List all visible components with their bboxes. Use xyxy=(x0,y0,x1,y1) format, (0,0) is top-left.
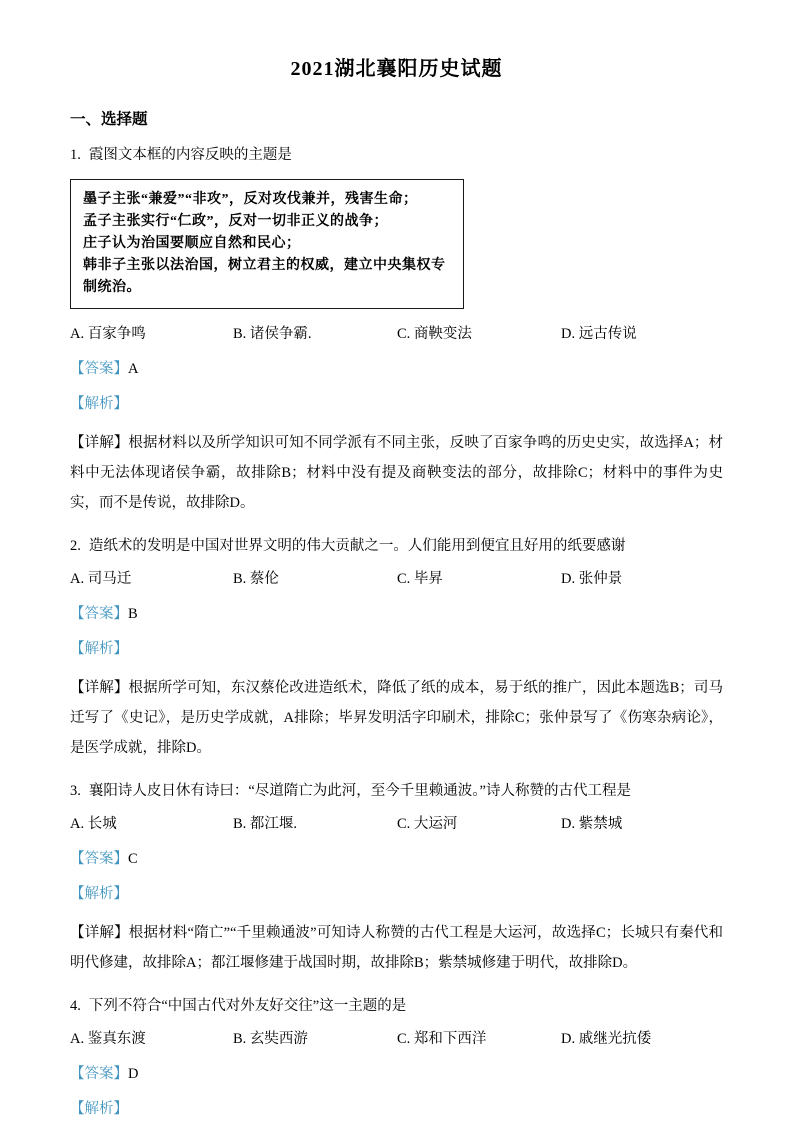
detail-text: 根据材料“隋亡”“千里赖通波”可知诗人称赞的古代工程是大运河，故选择C；长城只有秦代和明代修建，故排除A；都江堰修建于战国时期，故排除B；紫禁城修建于明代，故排除D。 xyxy=(70,925,723,971)
textbox-line: 韩非子主张以法治国，树立君主的权威，建立中央集权专制统治。 xyxy=(83,258,446,295)
option-d: D. 张仲景 xyxy=(561,571,623,587)
detail-label: 【详解】 xyxy=(70,680,129,696)
question-4-stem xyxy=(70,994,723,1018)
question-3-answer-row xyxy=(70,848,723,870)
option-d: D. 戚继光抗倭 xyxy=(561,1031,652,1047)
detail-text: 根据所学可知，东汉蔡伦改进造纸术，降低了纸的成本，易于纸的推广，因此本题选B；司马迁写了《史记》，是历史学成就，A排除；毕昇发明活字印刷术，排除C；张仲景写了《伤寒杂病论》，是医学成就，排除D。 xyxy=(70,680,724,756)
option-d: D. 紫禁城 xyxy=(561,816,623,832)
question-4-answer-row xyxy=(70,1063,723,1085)
option-c: C. 郑和下西洋 xyxy=(397,1031,487,1047)
question-number: 2. xyxy=(70,538,81,554)
answer-label: 【答案】 xyxy=(70,851,128,867)
question-stem-text: 造纸术的发明是中国对世界文明的伟大贡献之一。人们能用到便宜且好用的纸要感谢 xyxy=(88,538,626,554)
analysis-label: 【解析】 xyxy=(70,886,128,902)
option-c: C. 大运河 xyxy=(397,816,458,832)
answer-label: 【答案】 xyxy=(70,1066,128,1082)
detail-text: 根据材料以及所学知识可知不同学派有不同主张，反映了百家争鸣的历史史实，故选择A；材料中无法体现诸侯争霸，故排除B；材料中没有提及商鞅变法的部分，故排除C；材料中的事件为史实，而不是传说，故排除D。 xyxy=(70,435,723,511)
document-title: 2021湖北襄阳历史试题 xyxy=(290,58,503,80)
analysis-label: 【解析】 xyxy=(70,396,128,412)
question-3-detail xyxy=(70,918,723,978)
question-3-options xyxy=(70,813,723,835)
option-a: A. 长城 xyxy=(70,816,117,832)
question-number: 3. xyxy=(70,783,81,799)
detail-label: 【详解】 xyxy=(70,435,129,451)
detail-label: 【详解】 xyxy=(70,925,129,941)
question-2-detail xyxy=(70,673,723,763)
question-number: 1. xyxy=(70,147,81,163)
option-d: D. 远古传说 xyxy=(561,326,637,342)
option-a: A. 百家争鸣 xyxy=(70,326,146,342)
answer-letter: D xyxy=(128,1066,139,1082)
question-4-options xyxy=(70,1028,723,1050)
question-1-answer-row xyxy=(70,358,723,380)
question-number: 4. xyxy=(70,998,81,1014)
question-2-answer-row xyxy=(70,603,723,625)
question-4 xyxy=(70,994,723,1120)
textbox-line: 庄子认为治国要顺应自然和民心； xyxy=(83,236,301,251)
question-1 xyxy=(70,143,723,518)
question-1-options xyxy=(70,323,723,345)
question-2-stem xyxy=(70,534,723,558)
question-1-stem xyxy=(70,143,723,167)
question-2 xyxy=(70,534,723,763)
option-b: B. 玄奘西游 xyxy=(233,1031,308,1047)
textbox-line: 孟子主张实行“仁政”，反对一切非正义的战争； xyxy=(83,214,388,229)
analysis-label: 【解析】 xyxy=(70,1101,128,1117)
question-3-stem xyxy=(70,779,723,803)
option-a: A. 司马迁 xyxy=(70,571,132,587)
textbox-line: 墨子主张“兼爱”“非攻”，反对攻伐兼并，残害生命； xyxy=(83,192,418,207)
question-2-options xyxy=(70,568,723,590)
question-stem-text: 霞图文本框的内容反映的主题是 xyxy=(88,147,292,163)
section-heading: 一、选择题 xyxy=(70,111,148,128)
option-b: B. 蔡伦 xyxy=(233,571,279,587)
question-stem-text: 襄阳诗人皮日休有诗曰：“尽道隋亡为此河，至今千里赖通波。”诗人称赞的古代工程是 xyxy=(88,783,631,799)
option-b: B. 都江堰. xyxy=(233,816,298,832)
question-1-textbox xyxy=(70,179,464,309)
answer-letter: B xyxy=(128,606,138,622)
option-c: C. 毕昇 xyxy=(397,571,443,587)
option-c: C. 商鞅变法 xyxy=(397,326,472,342)
option-a: A. 鉴真东渡 xyxy=(70,1031,146,1047)
question-1-detail xyxy=(70,428,723,518)
answer-label: 【答案】 xyxy=(70,606,128,622)
option-b: B. 诸侯争霸. xyxy=(233,326,312,342)
question-3 xyxy=(70,779,723,978)
question-stem-text: 下列不符合“中国古代对外友好交往”这一主题的是 xyxy=(88,998,407,1014)
answer-letter: C xyxy=(128,851,138,867)
analysis-label: 【解析】 xyxy=(70,641,128,657)
answer-letter: A xyxy=(128,361,139,377)
answer-label: 【答案】 xyxy=(70,361,128,377)
